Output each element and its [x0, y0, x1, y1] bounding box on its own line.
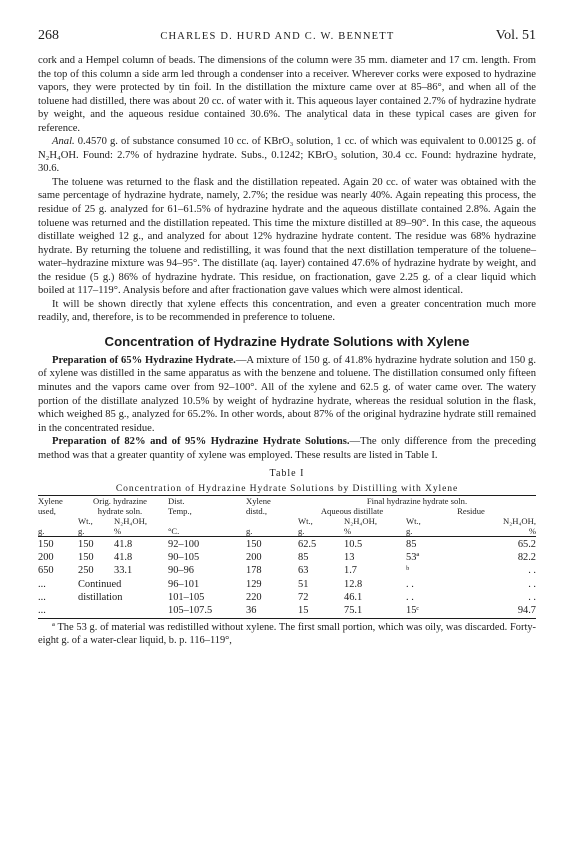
cell: 150 — [78, 538, 94, 550]
cell: 15ᶜ — [406, 605, 420, 617]
running-header — [38, 28, 536, 54]
col-xylene-h1: Xylene — [38, 496, 63, 507]
cell: 12.8 — [344, 578, 363, 590]
table-caption: Table I — [269, 468, 305, 480]
cell: 75.1 — [344, 605, 363, 617]
cell: . . — [528, 592, 536, 604]
section-heading: Concentration of Hydrazine Hydrate Solutions with Xylene — [104, 333, 470, 349]
unit-orig-pct: % — [114, 526, 122, 537]
col-used-h2: used, — [38, 506, 56, 517]
col-dist-h1: Dist. — [168, 496, 185, 507]
results-table — [38, 495, 536, 618]
cell: 51 — [298, 578, 309, 590]
cell: 33.1 — [114, 565, 133, 577]
group-orig-line2: hydrate soln. — [97, 506, 143, 517]
paragraph-xylene-intro: It will be shown directly that xylene effects this concentration, and even a greater concentration much more readily, and, therefore, is to be recommended in preference to toluene. — [38, 298, 536, 324]
cell: 90–96 — [168, 565, 194, 577]
col-res-n2h4oh: N₂H₄OH, — [503, 516, 536, 527]
cell — [78, 604, 162, 618]
col-aq-wt: Wt., — [298, 516, 313, 527]
paragraph-prep-82-95 — [38, 435, 536, 462]
group-residue-header: Residue — [457, 506, 485, 517]
table-row — [38, 591, 536, 604]
group-orig-header — [78, 496, 162, 507]
cell: 46.1 — [344, 592, 363, 604]
cell: 15 — [298, 605, 309, 617]
col-blank-h3 — [38, 516, 78, 526]
table-row — [38, 564, 536, 577]
cell: 200 — [246, 551, 262, 563]
cell: 10.5 — [344, 538, 363, 550]
cell: 85 — [298, 551, 309, 563]
cell: . . — [406, 578, 414, 590]
cell: distillation — [78, 592, 123, 604]
cell: 150 — [246, 538, 262, 550]
table-row — [38, 537, 536, 551]
cell: . . — [406, 592, 414, 604]
cell: ... — [38, 605, 46, 617]
cell: 82.2 — [517, 551, 536, 563]
unit-res-pct: % — [528, 526, 536, 537]
cell: 178 — [246, 565, 262, 577]
table-row — [38, 604, 536, 618]
footnote-text: The 53 g. of material was redistilled without xylene. The first small portion, which was oily, was discarded. Forty-eight g. of a water-clear liquid, b. p. 116–119°, — [38, 621, 536, 647]
cell: 53ª — [406, 551, 420, 563]
cell: 92–100 — [168, 538, 200, 550]
cell: 41.8 — [114, 551, 133, 563]
cell: ... — [38, 578, 46, 590]
unit-distd: g. — [246, 526, 253, 537]
cell: 105–107.5 — [168, 605, 213, 617]
cell: 85 — [406, 538, 417, 550]
table-row — [38, 577, 536, 590]
cell: 62.5 — [298, 538, 317, 550]
cell: 200 — [38, 551, 54, 563]
cell: 250 — [78, 565, 94, 577]
cell: 72 — [298, 592, 309, 604]
cell: 129 — [246, 578, 262, 590]
col-distd-h2: distd., — [246, 506, 268, 517]
cell: Continued — [78, 578, 122, 590]
group-aqueous-header: Aqueous distillate — [320, 506, 384, 517]
cell: 1.7 — [344, 565, 357, 577]
group-orig-line1: Orig. hydrazine — [93, 496, 147, 507]
paragraph-apparatus: cork and a Hempel column of beads. The dimensions of the column were 35 mm. diameter and 17 cm. length. From the top of this column a side arm led through a condenser into a receiver. Wherever corks were exposed to hydrazine vapors, they were protected by tin foil. In the distillation the mixture came over at 85–86°, and when all of the toluene had distilled, there was about 20 cc. of water with it. This aqueous layer contained 2.7% of hydrazine hydrate by weight, and the aqueous residue contained 30.6%. The analytical data in these typical cases are given for reference. — [38, 55, 536, 134]
cell: 101–105 — [168, 592, 205, 604]
cell: . . — [528, 565, 536, 577]
cell: ... — [38, 592, 46, 604]
cell: 150 — [38, 538, 54, 550]
cell: 36 — [246, 605, 257, 617]
journal-page — [38, 28, 536, 648]
table-title: Concentration of Hydrazine Hydrate Solutions by Distilling with Xylene — [115, 483, 459, 495]
col-aq-n2h4oh: N₂H₄OH, — [344, 516, 377, 527]
cell: 63 — [298, 565, 309, 577]
analysis-label: Anal. — [52, 136, 75, 148]
cell: 41.8 — [114, 538, 133, 550]
volume-label: Vol. 51 — [495, 28, 536, 43]
col-res-wt: Wt., — [406, 516, 421, 527]
unit-aq-wt: g. — [298, 526, 305, 537]
unit-orig-wt: g. — [78, 526, 85, 537]
col-blank-h3b — [162, 516, 246, 526]
col-blank-h3c — [246, 516, 298, 526]
analysis-text: 0.4570 g. of substance consumed 10 cc. of KBrO₃ solution, 1 cc. of which was equivalent to 0.00125 g. of N₂H₄OH. Found: 2.7% of hydrazine hydrate. Subs., 0.1242; KBrO₃ solution, 30.4 cc. Found: hydrazine hydrate, 30.6. — [38, 136, 536, 175]
cell: 13 — [344, 551, 355, 563]
paragraph-analysis — [38, 135, 536, 176]
unit-xylene: g. — [38, 526, 45, 537]
cell: ᵇ — [406, 565, 410, 577]
page-number: 268 — [38, 28, 59, 43]
col-orig-n2h4oh: N₂H₄OH, — [114, 516, 147, 527]
prep-82-95-text: —The only difference from the preceding method was that a greater quantity of xylene was employed. These results are listed in Table I. — [38, 436, 536, 461]
unit-aq-pct: % — [344, 526, 352, 537]
cell: 650 — [38, 565, 54, 577]
unit-res-wt: g. — [406, 526, 413, 537]
group-final-header: Final hydrazine hydrate soln. — [366, 496, 468, 507]
paragraph-toluene-repeat: The toluene was returned to the flask and the distillation repeated. Again 20 cc. of water was obtained with the same percentage of hydrazine hydrate, namely, 2.7%; the residue was nearly 40%. Again repeating this process, the residue of 25 g. analyzed for 61–61.5% of hydrazine hydrate and the aqueous distillate contained 2.8%. Again the toluene was returned and the distillation repeated. This time the mixture distilled at 89–90°. In this case, the aqueous distillate weighed 12 g., and analyzed for about 12% hydrazine hydrate content. The residue was 68% hydrazine hydrate. By returning the toluene and redistilling, it was found that the next distillation temperature of the toluene–water–hydrazine mixture was 94–95°. The distillate (aq. layer) contained 47.6% of hydrazine hydrate by weight, and the residue (5 g.) 86% of hydrazine hydrate. This residue, on fractionation, gave 2.25 g. of a clear liquid which boiled at 117–119°. Analysis before and after fractionation gave values which were almost identical. — [38, 176, 536, 297]
col-xylene-distd-h1: Xylene — [246, 496, 271, 507]
prep-65-text: —A mixture of 150 g. of 41.8% hydrazine hydrate solution and 150 g. of xylene was distilled in the same apparatus as with the benzene and toluene. The distillation consumed only fifteen minutes and the vapors came over from 92–100°. All of the xylene and 62.5 g. of water came over. The watery portion of the distillate analyzed 10.5% by weight of hydrazine hydrate, whereas the residual solution in the flask, which weighed 85 g., analyzed for 65.2%. In other words, about 87% of the original hydrazine hydrate still remained in the concentrated residue. — [38, 354, 537, 434]
prep-65-label: Preparation of 65% Hydrazine Hydrate. — [52, 354, 236, 366]
cell: 150 — [78, 551, 94, 563]
cell: 90–105 — [168, 551, 200, 563]
col-temp-h2: Temp., — [168, 506, 192, 517]
cell: 94.7 — [517, 605, 536, 617]
cell: 220 — [246, 592, 262, 604]
running-authors: CHARLES D. HURD AND C. W. BENNETT — [160, 31, 395, 42]
unit-temp: °C. — [168, 526, 180, 537]
cell: . . — [528, 578, 536, 590]
table-row — [38, 551, 536, 564]
prep-82-95-label: Preparation of 82% and of 95% Hydrazine Hydrate Solutions. — [52, 436, 350, 448]
col-orig-wt: Wt., — [78, 516, 93, 527]
footnote-mark: ª — [52, 621, 55, 633]
cell: 65.2 — [517, 538, 536, 550]
table-footnote — [38, 621, 536, 648]
paragraph-prep-65 — [38, 354, 536, 435]
cell: 96–101 — [168, 578, 200, 590]
